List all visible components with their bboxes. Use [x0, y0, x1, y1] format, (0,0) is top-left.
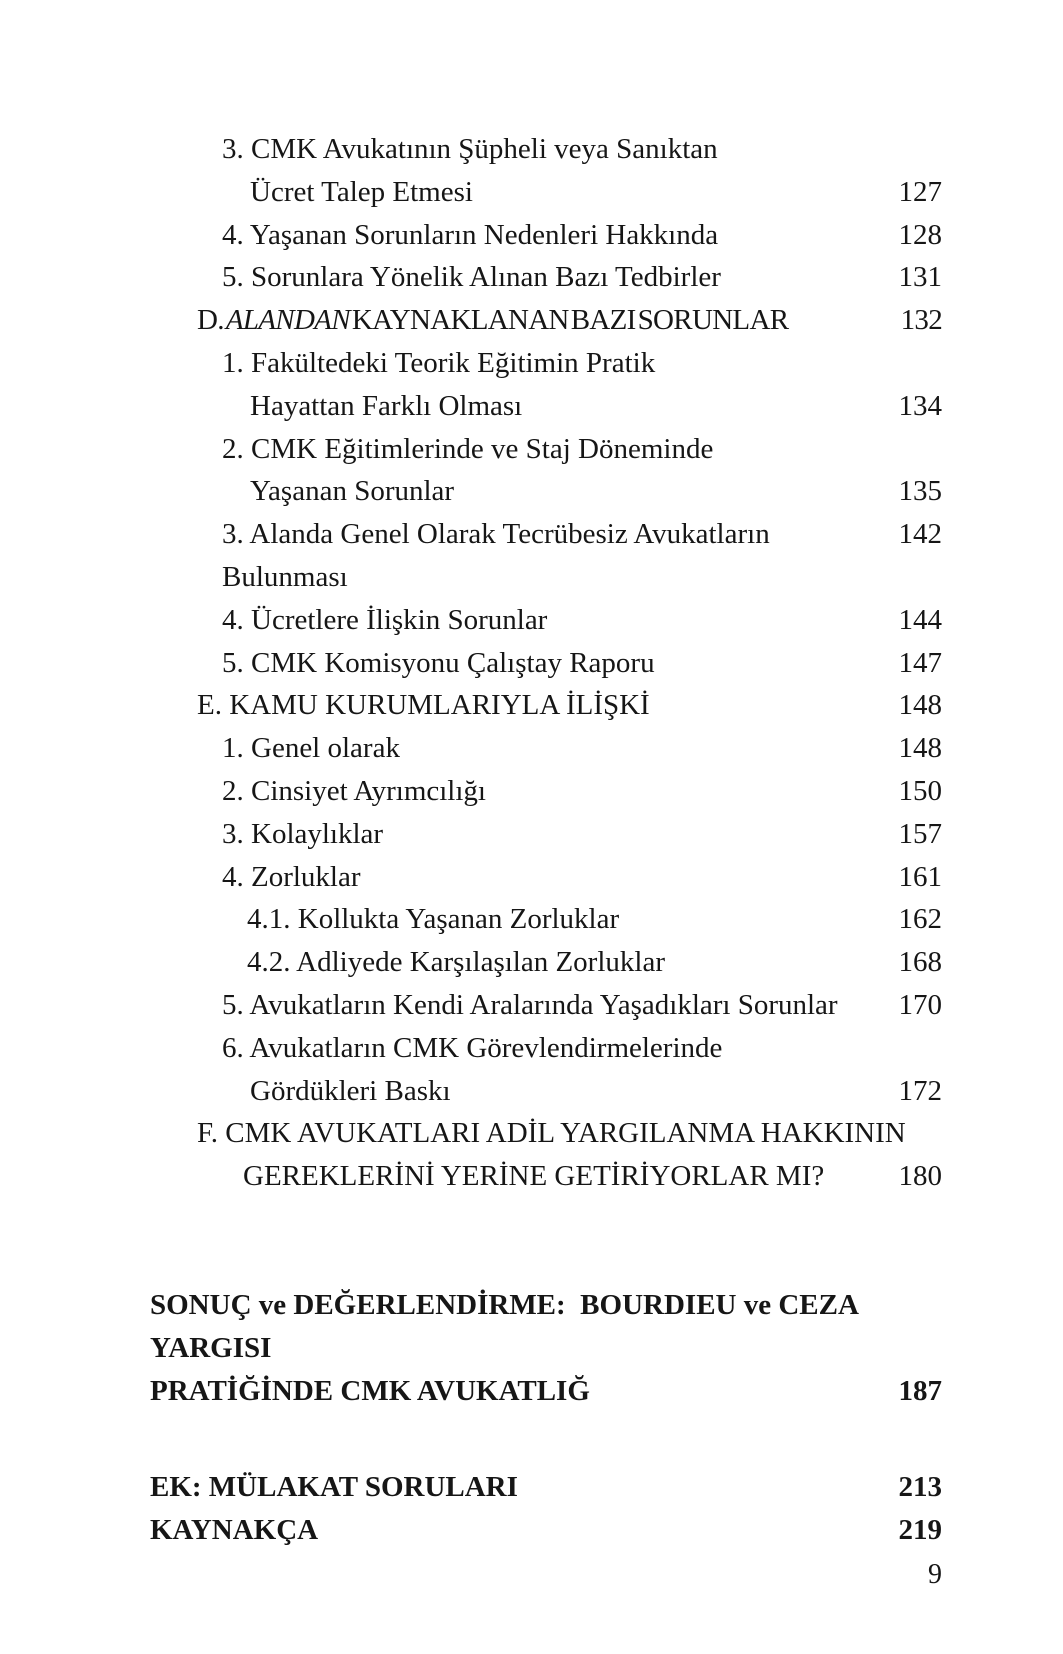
toc-entry-text: 3. Alanda Genel Olarak Tecrübesiz Avukatların Bulunması — [222, 518, 777, 593]
toc-entry-text: PRATİĞİNDE CMK AVUKATLIĞ — [150, 1374, 590, 1407]
toc-row — [150, 642, 942, 685]
toc-row — [150, 599, 942, 642]
toc-page-number: 187 — [898, 1374, 942, 1407]
toc-entry-text: 4. Zorluklar — [222, 860, 361, 893]
toc-page-number: 168 — [898, 946, 942, 979]
toc-entry-text: 4.1. Kollukta Yaşanan Zorluklar — [247, 903, 620, 936]
toc-row — [150, 385, 942, 428]
toc-page-number: 148 — [898, 689, 942, 722]
toc-entry-text: 4.2. Adliyede Karşılaşılan Zorluklar — [247, 946, 665, 979]
toc-entry-text: Yaşanan Sorunlar — [250, 475, 455, 508]
toc-entry-text: SONUÇ ve DEĞERLENDİRME: BOURDIEU ve CEZA YARGISI — [150, 1288, 864, 1364]
toc-page-number: 180 — [898, 1160, 942, 1193]
toc-page-number: 134 — [898, 389, 942, 422]
toc-entry-text: 4. Yaşanan Sorunların Nedenleri Hakkında — [222, 218, 719, 251]
toc-entry-text: 4. Ücretlere İlişkin Sorunlar — [222, 603, 548, 636]
toc-page-number: 161 — [898, 860, 942, 893]
toc-entry-text: Gördükleri Baskı — [250, 1074, 451, 1107]
toc-row — [150, 684, 942, 727]
toc-row — [150, 856, 942, 899]
toc-row — [150, 984, 942, 1027]
toc-row — [150, 128, 942, 171]
toc-row — [150, 898, 942, 941]
toc-row — [150, 1284, 942, 1370]
toc-row — [150, 1070, 942, 1113]
toc-page-number: 135 — [898, 475, 942, 508]
toc-row — [150, 1027, 942, 1070]
toc-page-number: 213 — [898, 1471, 942, 1504]
toc-entry-text: D. ALANDAN KAYNAKLANAN BAZI SORUNLAR — [197, 304, 789, 337]
toc-entry-text: KAYNAKÇA — [150, 1514, 319, 1547]
toc-row — [150, 1155, 942, 1198]
toc-row — [150, 171, 942, 214]
toc-entry-text: 1. Genel olarak — [222, 732, 400, 765]
toc-page-number: 142 — [898, 518, 942, 551]
toc-entry-text: 5. Sorunlara Yönelik Alınan Bazı Tedbirler — [222, 261, 721, 294]
toc-row — [150, 727, 942, 770]
toc-entry-text: 6. Avukatların CMK Görevlendirmelerinde — [222, 1031, 723, 1064]
toc-page-number: 172 — [898, 1074, 942, 1107]
toc-page-number: 128 — [898, 218, 942, 251]
toc-row — [150, 342, 942, 385]
toc-page-number: 219 — [898, 1514, 942, 1547]
toc-entry-text: Hayattan Farklı Olması — [250, 389, 523, 422]
toc-page-number: 132 — [900, 304, 942, 337]
toc-row — [150, 813, 942, 856]
toc-page-number: 127 — [898, 175, 942, 208]
toc-entry-italic-term: ALANDAN — [225, 304, 350, 337]
toc-row — [150, 513, 942, 599]
toc-page-number: 170 — [898, 988, 942, 1021]
toc-row — [150, 1370, 942, 1413]
toc-entry-text: F. CMK AVUKATLARI ADİL YARGILANMA HAKKININ — [197, 1117, 906, 1150]
toc-entry-text: 5. CMK Komisyonu Çalıştay Raporu — [222, 646, 655, 679]
toc-page-number: 147 — [898, 646, 942, 679]
toc-row — [150, 470, 942, 513]
toc-page-number: 162 — [898, 903, 942, 936]
toc-row — [150, 299, 942, 342]
toc-page-number: 131 — [898, 261, 942, 294]
toc-entry-text: 5. Avukatların Kendi Aralarında Yaşadıkları Sorunlar — [222, 988, 838, 1021]
toc-list — [150, 128, 942, 1552]
toc-entry-text: E. KAMU KURUMLARIYLA İLİŞKİ — [197, 689, 650, 722]
toc-row — [150, 1112, 942, 1155]
toc-row — [150, 256, 942, 299]
toc-page-number: 148 — [898, 732, 942, 765]
toc-row — [150, 941, 942, 984]
toc-entry-text: 1. Fakültedeki Teorik Eğitimin Pratik — [222, 346, 656, 379]
page-number: 9 — [928, 1559, 942, 1590]
toc-entry-text: Ücret Talep Etmesi — [250, 175, 473, 208]
toc-row — [150, 1466, 942, 1509]
toc-entry-text: GEREKLERİNİ YERİNE GETİRİYORLAR MI? — [243, 1160, 825, 1193]
toc-page-number: 150 — [898, 774, 942, 807]
toc-entry-text: 2. Cinsiyet Ayrımcılığı — [222, 774, 486, 807]
toc-row — [150, 428, 942, 471]
toc-row — [150, 214, 942, 257]
toc-page-number: 144 — [898, 603, 942, 636]
toc-entry-text: EK: MÜLAKAT SORULARI — [150, 1471, 518, 1504]
toc-entry-text: 3. Kolaylıklar — [222, 817, 384, 850]
toc-row — [150, 770, 942, 813]
toc-row — [150, 1509, 942, 1552]
toc-page-number: 157 — [898, 817, 942, 850]
toc-entry-text: 2. CMK Eğitimlerinde ve Staj Döneminde — [222, 432, 714, 465]
toc-entry-text: 3. CMK Avukatının Şüpheli veya Sanıktan — [222, 133, 718, 165]
